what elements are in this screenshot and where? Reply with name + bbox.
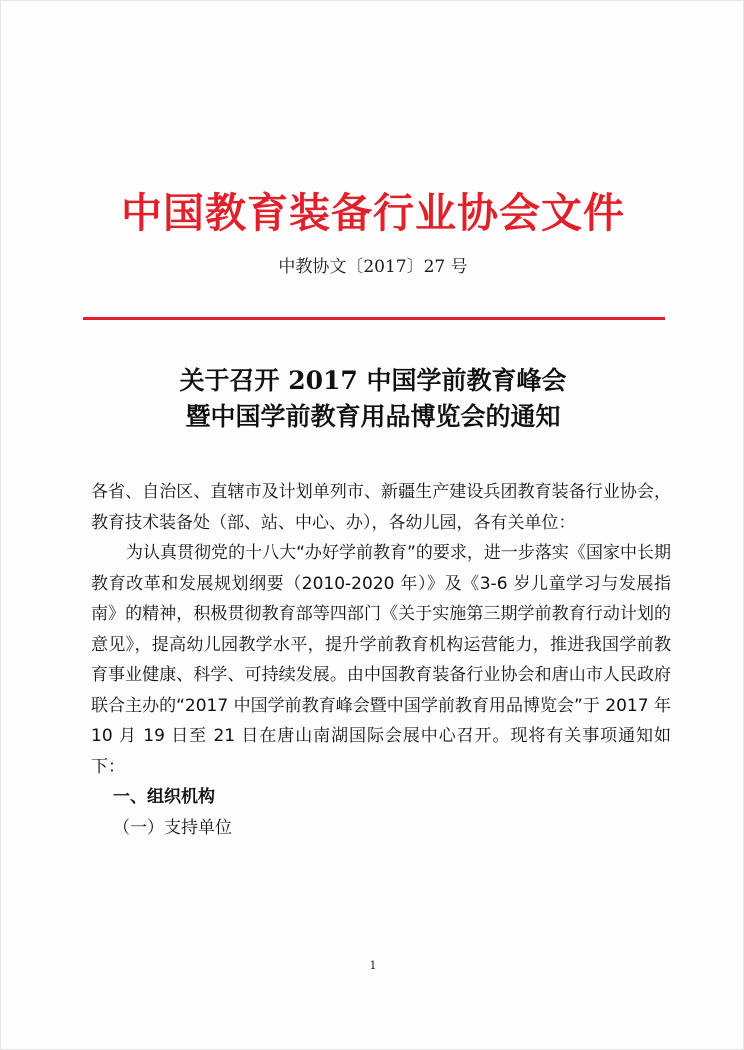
notice-title-line-2: 暨中国学前教育用品博览会的通知	[185, 402, 561, 431]
document-number: 中教协文〔2017〕27 号	[278, 257, 468, 277]
notice-title-line-1: 关于召开 2017 中国学前教育峰会	[179, 366, 567, 395]
section-heading-organization: 一、组织机构	[113, 787, 215, 807]
header-red-divider	[83, 317, 665, 320]
subsection-heading-support-units: （一）支持单位	[113, 817, 232, 838]
page-number: 1	[369, 959, 377, 972]
notice-title	[1, 363, 744, 435]
body-paragraph-1: 为认真贯彻党的十八大“办好学前教育”的要求，进一步落实《国家中长期教育改革和发展规划纲要（2010-2020 年）》及《3-6 岁儿童学习与发展指南》的精神，积极贯彻教育部等四部门《关于实施第三期学前教育行动计划的意见》，提高幼儿园教学水平，提升学前教育机构运营能力，推进我国学前教育事业健康、科学、可持续发展。由中国教育装备行业协会和唐山市人民政府联合主办的“2017 中国学前教育峰会暨中国学前教育用品博览会”于 2017 年 10 月 19 日至 21 日在唐山南湖国际会展中心召开。现将有关事项通知如下：	[91, 543, 671, 777]
addressees-paragraph: 各省、自治区、直辖市及计划单列市、新疆生产建设兵团教育装备行业协会，教育技术装备处（部、站、中心、办），各幼儿园，各有关单位：	[91, 482, 671, 533]
notice-body	[91, 477, 671, 843]
issuing-organization-title: 中国教育装备行业协会文件	[121, 189, 625, 237]
